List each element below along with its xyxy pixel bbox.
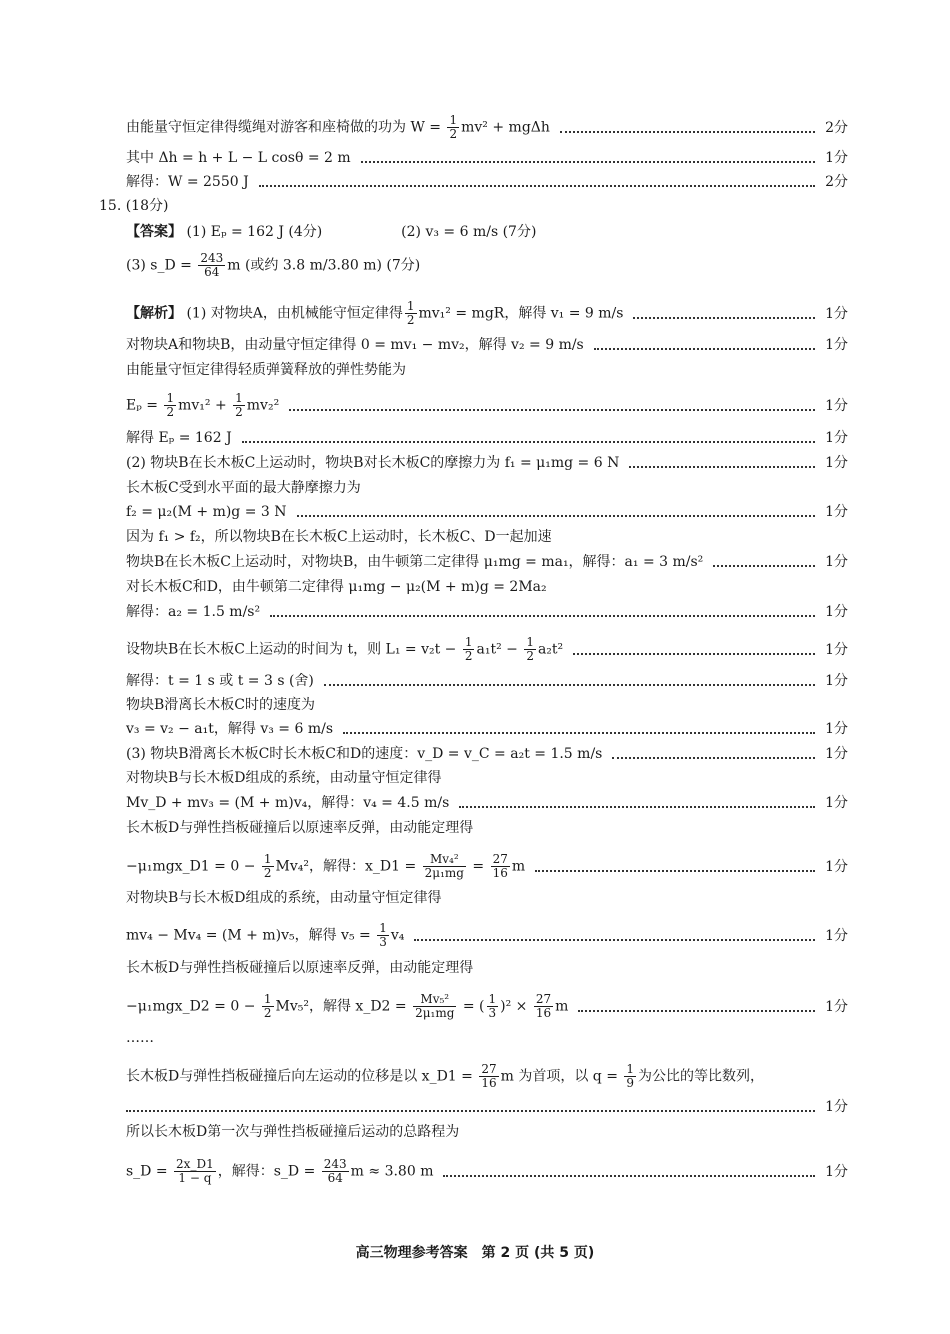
numerator: 1 [263,852,272,866]
numerator: 1 [379,921,387,935]
solution-line-20: 长木板D与弹性挡板碰撞后以原速率反弹，由动能定理得 [126,820,474,836]
leader-dots [443,1175,815,1177]
leader-dots [459,806,815,808]
leader-dots [343,732,815,734]
denominator: 2 [235,405,243,419]
text: m [555,998,569,1015]
solution-line-26: …… [126,1030,154,1046]
solution-line-27 [126,1063,848,1090]
text: 对物块A和物块B，由动量守恒定律得 0 = mv₁ − mv₂，解得 v₂ = 9 m/s [126,337,584,353]
fraction [491,853,510,880]
fraction [233,392,245,419]
score: 1分 [825,150,848,166]
solution-line-2 [126,335,848,355]
text: 解得：a₂ = 1.5 m/s² [126,604,261,620]
leader-dots [713,565,815,567]
answer-line-3 [126,252,848,279]
denominator: 2 [166,405,175,419]
fraction [524,636,536,663]
solution-line-18: 对物块B与长木板D组成的系统，由动量守恒定律得 [126,770,442,786]
text: (2) v₃ = 6 m/s (7分) [401,224,537,240]
leader-dots [535,870,815,872]
fraction [624,1063,636,1090]
denominator: 16 [481,1076,497,1090]
score: 1分 [825,673,848,689]
solution-line-25 [126,993,848,1020]
solution-line-17 [126,744,848,764]
solution-line-21: −μ₁mgx_D1 = 0 − $\frac{1}{2}$ Mv₄²，解得：x_D1 = $\frac{\text{Mv₄²}}{\text{2μ₁mg}}$ = $\frac{27}{16}$ m 1分 [126,852,848,880]
answer-tag: 【答案】 [126,224,182,240]
score: 2分 [825,174,848,190]
numerator: Mv₅² [413,993,456,1007]
denominator: 9 [626,1076,635,1090]
score: 1分 [825,721,848,737]
solution-line-19 [126,793,848,813]
fraction [423,853,466,880]
score: 1分 [825,604,848,620]
denominator: 3 [379,935,387,949]
denominator: 2 [263,1006,272,1020]
denominator: 64 [204,265,220,279]
score: 1分 [825,554,848,570]
text: = ( [458,998,485,1015]
text: mv² + mgΔh [461,119,550,136]
text: Eₚ = [126,397,163,414]
solution-line-28 [126,1097,848,1117]
fraction [164,392,176,419]
solution-line-13 [126,636,848,663]
text: 长木板D与弹性挡板碰撞后向左运动的位移是以 x_D1 = [126,1068,478,1085]
numerator: 1 [464,635,473,649]
fraction [447,114,459,141]
leader-dots [612,757,815,759]
score: 1分 [825,858,848,875]
text: m [511,858,526,875]
numerator: 1 [488,992,497,1006]
leader-dots [573,653,815,655]
score: 1分 [825,504,848,520]
solution-line-14 [126,671,848,691]
text: 为公比的等比数列， [638,1068,765,1085]
text: 解得 Eₚ = 162 J [126,430,232,446]
numerator: 243 [323,1157,347,1171]
solution-line-29: 所以长木板D第一次与弹性挡板碰撞后运动的总路程为 [126,1124,460,1140]
solution-line-6 [126,453,848,473]
fraction [322,1158,349,1185]
leader-dots [126,1110,815,1112]
text: m 为首项，以 q = [500,1068,623,1085]
fraction [413,993,456,1020]
fraction [262,853,274,880]
score: 1分 [825,998,848,1015]
text: ，解得：s_D = [217,1163,320,1180]
leader-dots [297,515,816,517]
numerator: Mv₄² [423,853,466,867]
solution-line-5 [126,428,848,448]
numerator: 1 [406,299,415,313]
numerator: 27 [535,992,552,1006]
text: a₁t² − [476,641,523,658]
solution-line-23 [126,922,848,949]
score: 1分 [825,337,848,353]
solution-line-3: 由能量守恒定律得轻质弹簧释放的弹性势能为 [126,362,406,378]
text: mv₁² + [178,397,232,414]
text: 其中 Δh = h + L − L cosθ = 2 m [126,150,351,166]
solution-line-24: 长木板D与弹性挡板碰撞后以原速率反弹，由动能定理得 [126,960,474,976]
numerator: 1 [626,1062,635,1076]
solution-line-7: 长木板C受到水平面的最大静摩擦力为 [126,480,361,496]
page-footer: 高三物理参考答案 第 2 页 (共 5 页) [355,1245,595,1261]
solution-line-22: 对物块B与长木板D组成的系统，由动量守恒定律得 [126,890,442,906]
text: 解得：W = 2550 J [126,174,249,190]
numerator: 27 [481,1062,497,1076]
numerator: 1 [166,391,175,405]
score: 1分 [825,397,848,414]
text: Mv₅²，解得 x_D2 = [275,998,412,1015]
numerator: 1 [449,113,458,127]
text: m ≈ 3.80 m [350,1163,434,1180]
text: 设物块B在长木板C上运动的时间为 t，则 L₁ = v₂t − [126,641,461,658]
score: 1分 [825,455,848,471]
leader-dots [629,466,815,468]
score: 2分 [825,119,848,136]
solution-line-11: 对长木板C和D，由牛顿第二定律得 μ₁mg − μ₂(M + m)g = 2Ma₂ [126,579,547,595]
score: 1分 [825,430,848,446]
numerator: 1 [235,391,243,405]
score: 1分 [825,795,848,811]
question-number: 15. (18分) [99,198,169,214]
denominator: 2 [263,866,272,880]
solution-line-12 [126,602,848,622]
score: 1分 [825,927,848,944]
text: −μ₁mgx_D1 = 0 − [126,858,260,875]
numerator: 1 [263,992,272,1006]
score: 1分 [825,1163,848,1180]
fraction [262,993,274,1020]
numerator: 1 [526,635,534,649]
leader-dots [270,615,815,617]
denominator: 2 [464,649,473,663]
score: 1分 [825,641,848,658]
solution-line-4 [126,392,848,419]
leader-dots [594,348,815,350]
fraction [174,1158,216,1185]
denominator: 2μ₁mg [424,866,464,880]
denominator: 2 [526,649,534,663]
fraction [463,636,475,663]
fraction [405,300,417,327]
solution-line-30 [126,1158,848,1185]
text: 物块B在长木板C上运动时，对物块B，由牛顿第二定律得 μ₁mg = ma₁，解得：a₁ = 3 m/s² [126,554,704,570]
denominator: 2 [406,313,415,327]
leader-dots [324,684,815,686]
text: (3) 物块B滑离长木板C时长木板C和D的速度：v_D = v_C = a₂t = 1.5 m/s [126,746,603,762]
line-work-equation [126,114,848,141]
text: m (或约 3.8 m/3.80 m) (7分) [227,257,421,274]
denominator: 2 [449,127,458,141]
text: v₄ [390,927,405,944]
solution-line-15: 物块B滑离长木板C时的速度为 [126,697,315,713]
text: v₃ = v₂ − a₁t，解得 v₃ = 6 m/s [126,721,334,737]
solution-line-16 [126,719,848,739]
leader-dots [633,317,815,319]
text: (2) 物块B在长木板C上运动时，物块B对长木板C的摩擦力为 f₁ = μ₁mg = 6 N [126,455,620,471]
text: 由能量守恒定律得缆绳对游客和座椅做的功为 W = [126,119,446,136]
solution-tag: 【解析】 [126,305,182,322]
leader-dots [259,185,815,187]
denominator: 3 [488,1006,497,1020]
text: )² × [500,998,532,1015]
text: mv₄ − Mv₄ = (M + m)v₅，解得 v₅ = [126,927,376,944]
solution-line-9: 因为 f₁ > f₂，所以物块B在长木板C上运动时，长木板C、D一起加速 [126,529,552,545]
score: 1分 [825,746,848,762]
text: mv₁² = mgR，解得 v₁ = 9 m/s [418,305,624,322]
text: s_D = [126,1163,173,1180]
fraction [377,922,389,949]
text: −μ₁mgx_D2 = 0 − [126,998,260,1015]
text: 解得：t = 1 s 或 t = 3 s (舍) [126,673,314,689]
leader-dots [560,131,815,133]
denominator: 16 [535,1006,552,1020]
denominator: 2μ₁mg [415,1006,455,1020]
leader-dots [361,161,815,163]
numerator: 27 [492,852,508,866]
leader-dots [578,1010,815,1012]
solution-line-1 [126,300,848,327]
numerator: 2x_D1 [176,1157,214,1171]
text: (1) Eₚ = 162 J (4分) [186,224,323,240]
leader-dots [242,441,815,443]
denominator: 16 [492,866,508,880]
text: a₂t² [537,641,564,658]
solution-line-8 [126,502,848,522]
denominator: 1 − q [178,1171,212,1185]
line-solve-w [126,172,848,192]
text: (1) 对物块A，由机械能守恒定律得 [186,305,403,322]
text: Mv₄²，解得：x_D1 = [275,858,421,875]
leader-dots [289,409,815,411]
denominator: 64 [327,1171,343,1185]
text: Mv_D + mv₃ = (M + m)v₄，解得：v₄ = 4.5 m/s [126,795,450,811]
leader-dots [414,939,815,941]
answer-line-1 [126,222,848,242]
fraction [198,252,225,279]
text: mv₂² [246,397,280,414]
fraction [534,993,553,1020]
text: f₂ = μ₂(M + m)g = 3 N [126,504,287,520]
score: 1分 [825,1099,848,1115]
fraction [479,1063,498,1090]
numerator: 243 [200,251,224,265]
fraction [487,993,499,1020]
solution-line-10 [126,552,848,572]
score: 1分 [825,305,848,322]
text: (3) s_D = [126,257,197,274]
line-delta-h [126,148,848,168]
